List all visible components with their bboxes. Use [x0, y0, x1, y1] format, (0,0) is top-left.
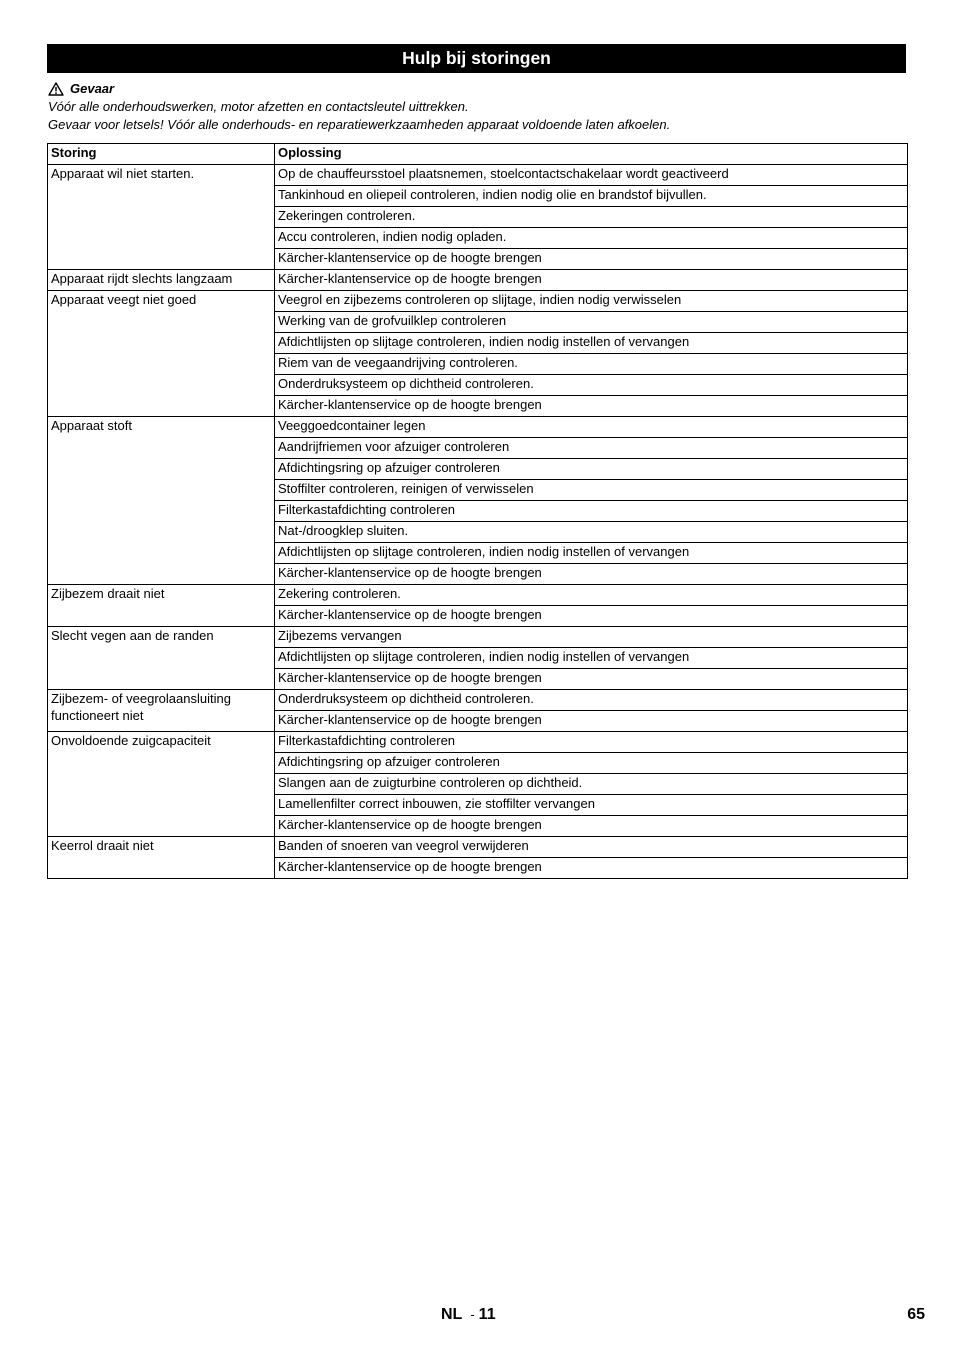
- solution-cell: Accu controleren, indien nodig opladen.: [275, 228, 908, 249]
- solution-cell: Afdichtlijsten op slijtage controleren, indien nodig instellen of vervangen: [275, 543, 908, 564]
- solution-cell: Tankinhoud en oliepeil controleren, indien nodig olie en brandstof bijvullen.: [275, 186, 908, 207]
- fault-cell: Slecht vegen aan de randen: [48, 627, 275, 690]
- table-row: [48, 627, 908, 648]
- solution-cell: Aandrijfriemen voor afzuiger controleren: [275, 438, 908, 459]
- solution-cell: Kärcher-klantenservice op de hoogte brengen: [275, 606, 908, 627]
- troubleshooting-table: [47, 143, 908, 879]
- solution-cell: Op de chauffeursstoel plaatsnemen, stoelcontactschakelaar wordt geactiveerd: [275, 165, 908, 186]
- warning-heading: [48, 80, 908, 98]
- table-header-row: [48, 144, 908, 165]
- solution-cell: Zekeringen controleren.: [275, 207, 908, 228]
- footer-section-page: 11: [478, 1306, 496, 1323]
- footer-dash: -: [470, 1307, 475, 1322]
- solution-cell: Kärcher-klantenservice op de hoogte brengen: [275, 396, 908, 417]
- solution-cell: Afdichtingsring op afzuiger controleren: [275, 459, 908, 480]
- solution-cell: Banden of snoeren van veegrol verwijderen: [275, 837, 908, 858]
- table-row: [48, 165, 908, 186]
- solution-cell: Filterkastafdichting controleren: [275, 501, 908, 522]
- table-row: [48, 690, 908, 711]
- warning-block: [48, 80, 908, 134]
- solution-cell: Kärcher-klantenservice op de hoogte brengen: [275, 669, 908, 690]
- warning-triangle-icon: [48, 82, 64, 96]
- table-row: [48, 417, 908, 438]
- fault-cell: Apparaat veegt niet goed: [48, 291, 275, 417]
- solution-cell: Kärcher-klantenservice op de hoogte brengen: [275, 249, 908, 270]
- table-row: [48, 837, 908, 858]
- solution-cell: Nat-/droogklep sluiten.: [275, 522, 908, 543]
- warning-line: Gevaar voor letsels! Vóór alle onderhouds- en reparatiewerkzaamheden apparaat voldoende laten afkoelen.: [48, 117, 671, 132]
- solution-cell: Zekering controleren.: [275, 585, 908, 606]
- solution-cell: Kärcher-klantenservice op de hoogte brengen: [275, 270, 908, 291]
- column-header-storing: Storing: [48, 144, 275, 165]
- fault-cell: Apparaat rijdt slechts langzaam: [48, 270, 275, 291]
- solution-cell: Kärcher-klantenservice op de hoogte brengen: [275, 816, 908, 837]
- table-row: [48, 732, 908, 753]
- fault-cell: Apparaat wil niet starten.: [48, 165, 275, 270]
- solution-cell: Veegrol en zijbezems controleren op slijtage, indien nodig verwisselen: [275, 291, 908, 312]
- table-body: [48, 165, 908, 879]
- solution-cell: Riem van de veegaandrijving controleren.: [275, 354, 908, 375]
- table-row: [48, 291, 908, 312]
- solution-cell: Afdichtingsring op afzuiger controleren: [275, 753, 908, 774]
- column-header-oplossing: Oplossing: [275, 144, 908, 165]
- fault-cell: Apparaat stoft: [48, 417, 275, 585]
- page-title: Hulp bij storingen: [47, 44, 906, 73]
- table-row: [48, 270, 908, 291]
- solution-cell: Stoffilter controleren, reinigen of verwisselen: [275, 480, 908, 501]
- solution-cell: Onderdruksysteem op dichtheid controleren.: [275, 375, 908, 396]
- fault-cell: Onvoldoende zuigcapaciteit: [48, 732, 275, 837]
- page-number: 65: [907, 1306, 925, 1323]
- solution-cell: Filterkastafdichting controleren: [275, 732, 908, 753]
- solution-cell: Kärcher-klantenservice op de hoogte brengen: [275, 858, 908, 879]
- footer-language: [441, 1306, 496, 1324]
- solution-cell: Onderdruksysteem op dichtheid controleren.: [275, 690, 908, 711]
- solution-cell: Afdichtlijsten op slijtage controleren, indien nodig instellen of vervangen: [275, 648, 908, 669]
- solution-cell: Werking van de grofvuilklep controleren: [275, 312, 908, 333]
- fault-cell: Keerrol draait niet: [48, 837, 275, 879]
- solution-cell: Kärcher-klantenservice op de hoogte brengen: [275, 711, 908, 732]
- fault-cell: Zijbezem- of veegrolaansluiting functioneert niet: [48, 690, 275, 732]
- table-row: [48, 585, 908, 606]
- solution-cell: Zijbezems vervangen: [275, 627, 908, 648]
- warning-heading-text: Gevaar: [70, 81, 115, 96]
- solution-cell: Kärcher-klantenservice op de hoogte brengen: [275, 564, 908, 585]
- footer-language-code: NL: [441, 1306, 463, 1323]
- solution-cell: Slangen aan de zuigturbine controleren op dichtheid.: [275, 774, 908, 795]
- warning-line: Vóór alle onderhoudswerken, motor afzetten en contactsleutel uittrekken.: [48, 99, 469, 114]
- solution-cell: Veeggoedcontainer legen: [275, 417, 908, 438]
- fault-cell: Zijbezem draait niet: [48, 585, 275, 627]
- solution-cell: Afdichtlijsten op slijtage controleren, indien nodig instellen of vervangen: [275, 333, 908, 354]
- solution-cell: Lamellenfilter correct inbouwen, zie stoffilter vervangen: [275, 795, 908, 816]
